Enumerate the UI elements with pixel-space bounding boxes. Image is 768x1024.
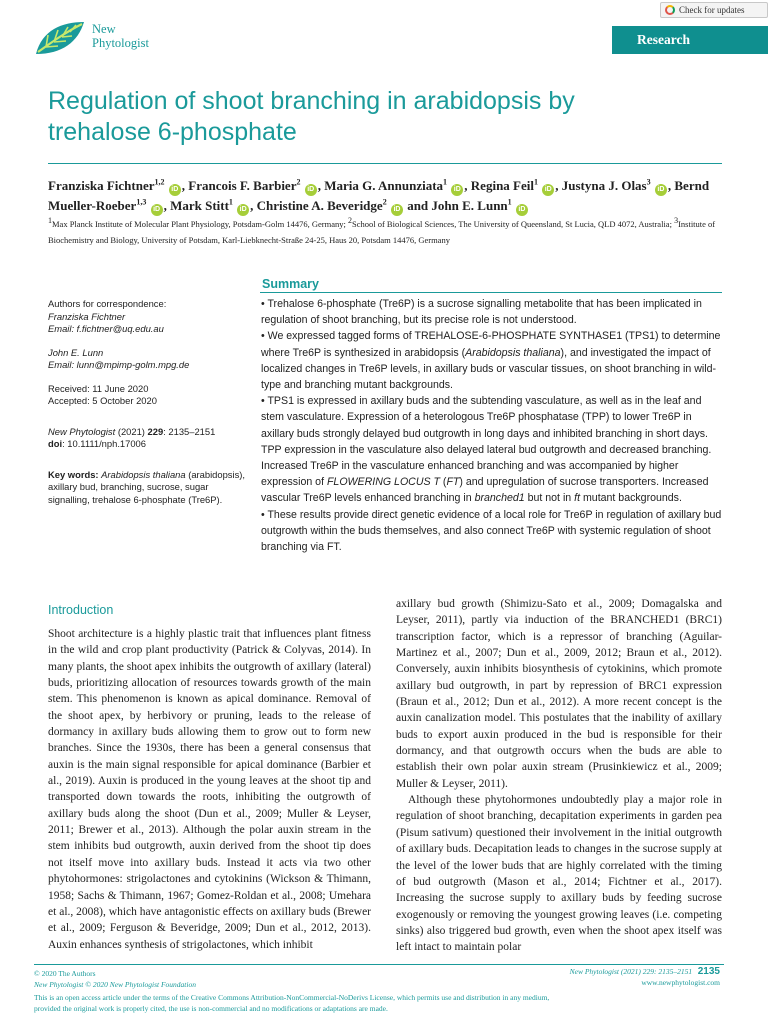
orcid-icon[interactable]: iD [542, 184, 554, 196]
correspondence-block-2 [48, 347, 248, 372]
received-date: Received: 11 June 2020 [48, 382, 149, 394]
introduction-heading: Introduction [48, 603, 114, 617]
accepted-date: Accepted: 5 October 2020 [48, 395, 157, 406]
orcid-icon[interactable]: iD [451, 184, 463, 196]
affiliation-text: School of Biological Sciences, The University of Queensland, St Lucia, QLD 4072, Australia; [351, 219, 675, 229]
keywords-block: Key words: Arabidopsis thaliana (arabidopsis), axillary bud, branching, sucrose, sugar signalling, trehalose 6-phosphate (Tre6P). [48, 468, 245, 505]
author-name: Regina Feil$^1$ [470, 177, 538, 193]
affiliation-number: 1 [48, 216, 52, 226]
summary-heading: Summary [262, 277, 319, 291]
summary-bullet: • These results provide direct genetic evidence of a local role for Tre6P in regulation of axillary bud outgrowth within the buds themselves, and also connect Tre6P with systemic regulation of shoot branching via FT. [261, 508, 722, 554]
check-updates-label: Check for updates [679, 5, 745, 15]
summary-bullet: • Trehalose 6-phosphate (Tre6P) is a sucrose signalling metabolite that has been implicated in regulation of shoot branching, but its precise role is not understood. [261, 298, 702, 327]
author-affiliation-marker: 2 [296, 177, 301, 187]
author-affiliation-marker: 1 [507, 197, 512, 207]
author-affiliation-marker: 1,3 [136, 197, 147, 207]
body-column-right [396, 596, 722, 956]
orcid-icon[interactable]: iD [305, 184, 317, 196]
affiliation-number: 2 [347, 216, 352, 226]
article-title: Regulation of shoot branching in arabidopsis by trehalose 6-phosphate [48, 87, 575, 146]
author-name: Christine A. Beveridge$^2$ [256, 197, 387, 213]
affiliation-number: 3 [674, 216, 679, 226]
section-tab [612, 26, 768, 54]
author-affiliation-marker: 1 [533, 177, 538, 187]
author-name: Mark Stitt$^1$ [170, 197, 233, 213]
summary-divider [260, 292, 722, 293]
journal-name: New Phytologist [92, 22, 149, 50]
body-paragraph: Although these phytohormones undoubtedly play a major role in regulation of shoot branching, decapitation experiments in garden pea (Pisum sativum) questioned their involvement in the initial outgrowth of axillary buds. Decapitation leads to changes in the sucrose supply at the level of the lower buds that are highly correlated with the timing of bud outgrowth (Mason et al., 2014; Fichtner et al., 2017). Increasing the sucrose supply to axillary buds by feeding sucrose exogenously or removing the youngest growing leaves (i.e. competing sinks) also triggered bud growth, even when the shoot apex itself was left intact to maintain polar [396, 794, 722, 954]
affiliation-text: Max Planck Institute of Molecular Plant Physiology, Potsdam-Golm 14476, Germany; [52, 219, 348, 229]
article-info-sidebar [48, 298, 248, 517]
check-for-updates-button[interactable] [660, 2, 768, 18]
contact-email[interactable]: Email: f.fichtner@uq.edu.au [48, 323, 164, 334]
author-name: Bernd Mueller-Roeber$^{1,3}$ [48, 178, 710, 213]
leaf-logo-icon [34, 20, 86, 56]
orcid-icon[interactable]: iD [391, 204, 403, 216]
contact-name: Franziska Fichtner [48, 310, 126, 322]
author-affiliation-marker: 1,2 [154, 177, 165, 187]
footer-citation: New Phytologist (2021) 229: 2135–2151 2135 www.newphytologist.com [569, 966, 720, 987]
author-affiliation-marker: 1 [443, 177, 448, 187]
orcid-icon[interactable]: iD [655, 184, 667, 196]
license-text: This is an open access article under the terms of the Creative Commons Attribution-NonCommercial-NoDerivs License, which permits use and distribution in any medium, provided the original work is properly cited, the use is non-commercial and no modifications or adaptations are made. [34, 993, 550, 1013]
affiliation-text: Institute of Biochemistry and Biology, University of Potsdam, Karl-Liebknecht-Straße 24-25, Haus 20, Potsdam 14476, Germany [48, 219, 716, 245]
body-paragraph: Shoot architecture is a highly plastic trait that influences plant fitness in the wild and crop plant productivity (Patrick & Colyvas, 2014). In many plants, the shoot apex inhibits the outgrowth of axillary (lateral) buds, prioritizing allocation of resources towards growth of the main stem. This phenomenon is known as apical dominance. Removal of the shoot apex, by herbivory or pruning, leads to the release of dormancy in axillary buds allowing them to grow out to form new branches. Since the 1930s, there has been a general consensus that auxin is the main signal responsible for apical dominance (Barbier et al., 2019). Auxin is produced in the young leaves at the shoot tip and transported down towards the roots, inhibiting the outgrowth of axillary buds along the shoot (Dun et al., 2009; Muller & Leyser, 2011; Brewer et al., 2013). Although the polar auxin stream in the stem inhibits bud outgrowth, auxin derived from the shoot tip does not itself move into axillary buds. Instead it acts via two other phytohormones: strigolactones and cytokinins (Wickson & Thimann, 1958; Sachs & Thimann, 1967; Gomez-Roldan et al., 2008; Umehara et al., 2008), which have antagonistic effects on axillary buds (Brewer et al., 2009; Ferguson & Beveridge, 2009; Dun et al., 2012, 2013). Auxin enhances synthesis of strigolactones, which inhibit [48, 628, 371, 951]
section-label: Research [637, 32, 690, 47]
author-name: John E. Lunn$^1$ [431, 197, 512, 213]
footer-copyright: © 2020 The Authors New Phytologist © 2020 New Phytologist Foundation [34, 969, 196, 989]
correspondence-block: Authors for correspondence: Franziska Fichtner Email: f.fichtner@uq.edu.au [48, 298, 167, 334]
orcid-icon[interactable]: iD [516, 204, 528, 216]
summary-bullet: • We expressed tagged forms of TREHALOSE-6-PHOSPHATE SYNTHASE1 (TPS1) to determine where Tre6P is synthesized in arabidopsis (Arabidopsis thaliana), and investigated the impact of localized changes in Tre6P levels, in axillary buds or vascular tissues, on shoot branching in wild-type and branching mutant backgrounds. [261, 330, 721, 392]
author-affiliation-marker: 2 [382, 197, 387, 207]
author-affiliation-marker: 1 [228, 197, 233, 207]
summary-bullet: • TPS1 is expressed in axillary buds and the subtending vasculature, as well as in the leaf and stem vasculature. Expression of a heterologous Tre6P phosphatase (TPP) to lower Tre6P in axillary buds strongly delayed bud outgrowth in long days and inhibited branching in short days. TPP expression in the vasculature also delayed lateral bud outgrowth and decreased branching. Increased Tre6P in the vasculature enhanced branching and was accompanied by higher expression of FLOWERING LOCUS T (FT) and upregulation of sucrose transporters. Increased vascular Tre6P levels enhanced branching in branched1 but not in ft mutant backgrounds. [261, 395, 712, 505]
body-column-left [48, 626, 371, 953]
title-divider [48, 163, 722, 164]
check-updates-icon [665, 5, 675, 15]
orcid-icon[interactable]: iD [169, 184, 181, 196]
orcid-icon[interactable]: iD [237, 204, 249, 216]
author-name: Justyna J. Olas$^3$ [561, 177, 651, 193]
orcid-icon[interactable]: iD [151, 204, 163, 216]
doi-link[interactable]: : 10.1111/nph.17006 [62, 438, 146, 449]
affiliations [48, 216, 728, 248]
author-name: Franziska Fichtner$^{1,2}$ [48, 177, 165, 193]
author-name: Francois F. Barbier$^2$ [188, 177, 301, 193]
dates-block [48, 383, 248, 408]
contact-email[interactable]: Email: lunn@mpimp-golm.mpg.de [48, 359, 190, 370]
footer-divider [34, 964, 724, 965]
citation-block: New Phytologist (2021) 229: 2135–2151 doi: 10.1111/nph.17006 [48, 425, 216, 449]
journal-website-link[interactable]: www.newphytologist.com [641, 978, 720, 987]
contact-name: John E. Lunn [48, 346, 104, 358]
author-name: Maria G. Annunziata$^1$ [324, 177, 448, 193]
page-number: 2135 [697, 966, 720, 977]
body-paragraph: axillary bud growth (Shimizu-Sato et al., 2009; Domagalska and Leyser, 2011), partly via induction of the BRANCHED1 (BRC1) transcription factor, which is a repressor of branching (Aguilar-Martinez et al., 2007; Dun et al., 2009, 2012; Braun et al., 2012). Conversely, auxin inhibits biosynthesis of cytokinins, which promote axillary bud outgrowth, in part by repression of BRC1 expression (Braun et al., 2012; Dun et al., 2012). A more recent concept is the auxin canalization model. This postulates that the inability of axillary buds to export auxin produced in the bud is responsible for their dormancy, and that outgrowth occurs when the buds are able to establish their own polar auxin stream (Prusinkiewicz et al., 2009; Muller & Leyser, 2011). [396, 598, 722, 790]
summary-body [261, 296, 723, 555]
author-affiliation-marker: 3 [646, 177, 651, 187]
author-list: Franziska Fichtner$^{1,2}$ iD , Francois F. Barbier$^2$ iD , Maria G. Annunziata$^1$ iD , Regina Feil$^1$ iD , Justyna J. Olas$^3$ iD , Bernd Mueller-Roeber$^{1,3}$ iD , Mark Stitt$^1$ iD , Christine A. Beveridge$^2$ iD and John E. Lunn$^1$ iD [48, 176, 728, 216]
